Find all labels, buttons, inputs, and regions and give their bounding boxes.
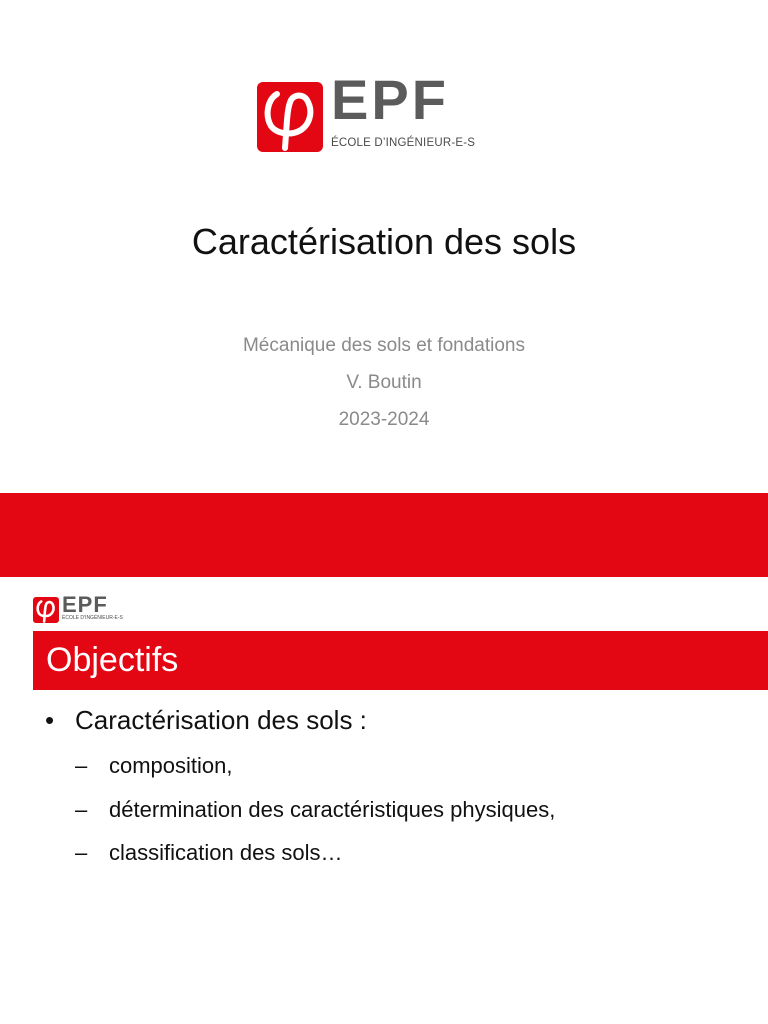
subtitle-author: V. Boutin [346,372,422,393]
header-bar [33,631,768,690]
dash-marker: – [75,840,88,865]
objectives-slide [0,577,768,1024]
logo-wordmark: EPF [62,592,108,617]
bullet-text: Caractérisation des sols : [75,705,367,735]
logo-tagline: ÉCOLE D’INGÉNIEUR-E-S [62,615,123,621]
slide-title: Caractérisation des sols [191,221,577,262]
logo-tagline: ÉCOLE D’INGÉNIEUR-E-S [331,137,476,149]
phi-logo-icon [257,82,323,152]
list-item [45,703,367,737]
dash-marker: – [75,797,88,822]
sub-item-text: classification des sols… [109,840,343,865]
sub-item-text: détermination des caractéristiques physiques, [109,797,556,822]
epf-logo [257,68,513,154]
epf-logo-small [33,592,145,627]
list-item [75,751,233,781]
section-title: Objectifs [46,641,179,679]
logo-wordmark: EPF [331,68,449,131]
bullet-marker: • [45,705,55,735]
subtitle-year: 2023-2024 [338,409,430,430]
list-item [75,838,343,868]
phi-logo-icon [33,597,59,623]
subtitle-course: Mécanique des sols et fondations [242,335,525,356]
sub-item-text: composition, [109,753,233,778]
dash-marker: – [75,753,88,778]
title-slide [0,0,768,493]
slide-separator [0,493,768,577]
list-item [75,795,555,825]
